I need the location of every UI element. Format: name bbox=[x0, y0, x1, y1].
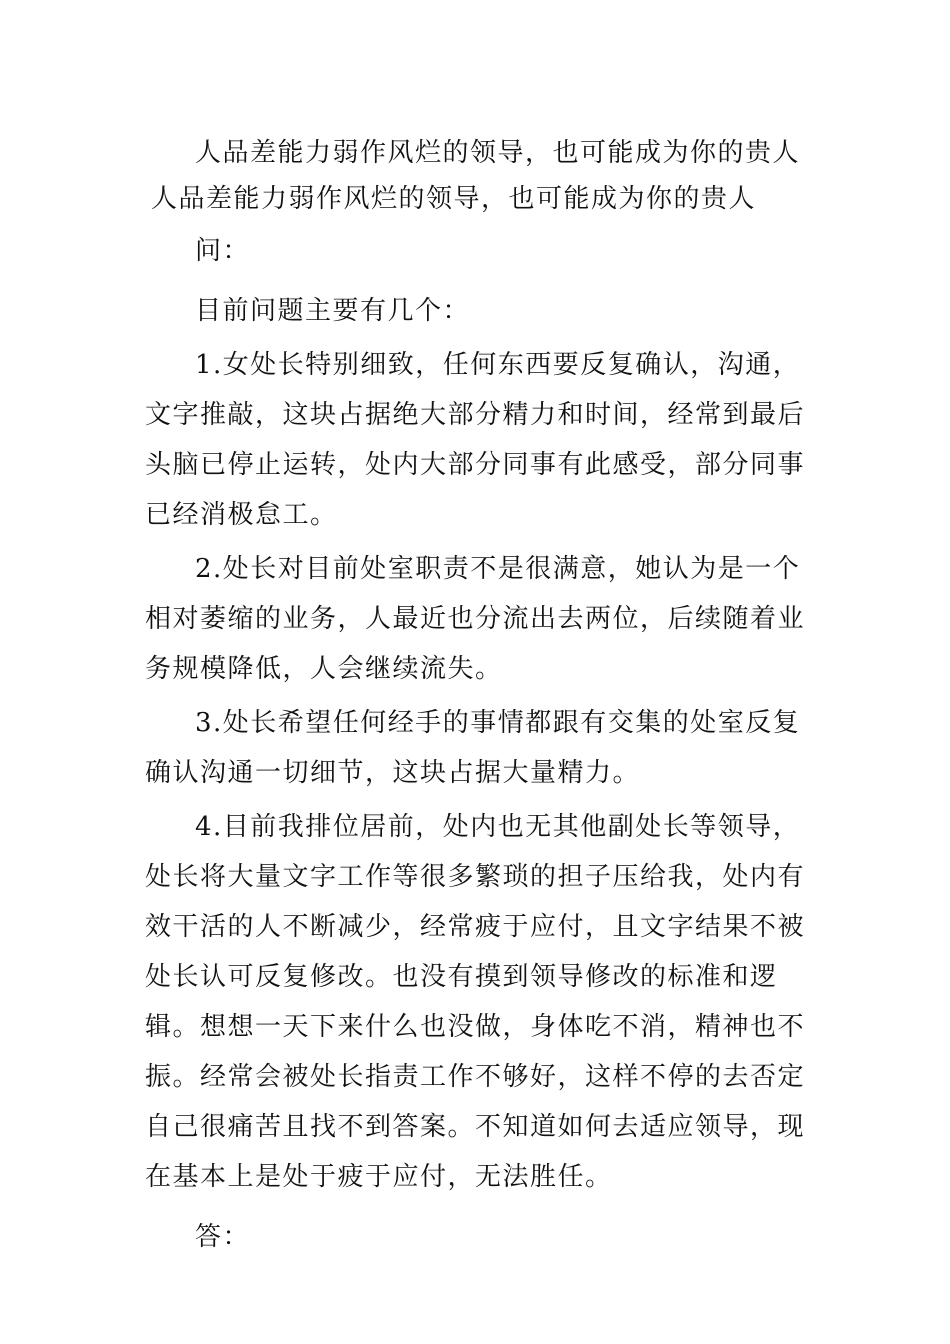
issue-item-1: 1.女处长特别细致，任何东西要反复确认，沟通，文字推敲，这块占据绝大部分精力和时间，经常到最后头脑已停止运转，处内大部分同事有此感受，部分同事已经消极怠工。 bbox=[145, 350, 806, 530]
document-title-repeat: 人品差能力弱作风烂的领导，也可能成为你的贵人 bbox=[151, 184, 757, 214]
issue-item-3: 3.处长希望任何经手的事情都跟有交集的处室反复确认沟通一切细节，这块占据大量精力。 bbox=[145, 708, 801, 788]
issue-item-2: 2.处长对目前处室职责不是很满意，她认为是一个相对萎缩的业务，人最近也分流出去两位，后续随着业务规模降低，人会继续流失。 bbox=[145, 554, 806, 684]
intro-paragraph: 目前问题主要有几个： bbox=[195, 296, 471, 326]
question-label: 问： bbox=[195, 236, 251, 266]
answer-label: 答： bbox=[195, 1222, 251, 1252]
document-body bbox=[145, 130, 807, 1262]
document-title: 人品差能力弱作风烂的领导，也可能成为你的贵人 bbox=[195, 138, 801, 168]
issue-item-4: 4.目前我排位居前，处内也无其他副处长等领导，处长将大量文字工作等很多繁琐的担子压给我，处内有效干活的人不断减少，经常疲于应付，且文字结果不被处长认可反复修改。也没有摸到领导修改的标准和逻辑。想想一天下来什么也没做，身体吃不消，精神也不振。经常会被处长指责工作不够好，这样不停的去否定自己很痛苦且找不到答案。不知道如何去适应领导，现在基本上是处于疲于应付，无法胜任。 bbox=[145, 812, 806, 1192]
